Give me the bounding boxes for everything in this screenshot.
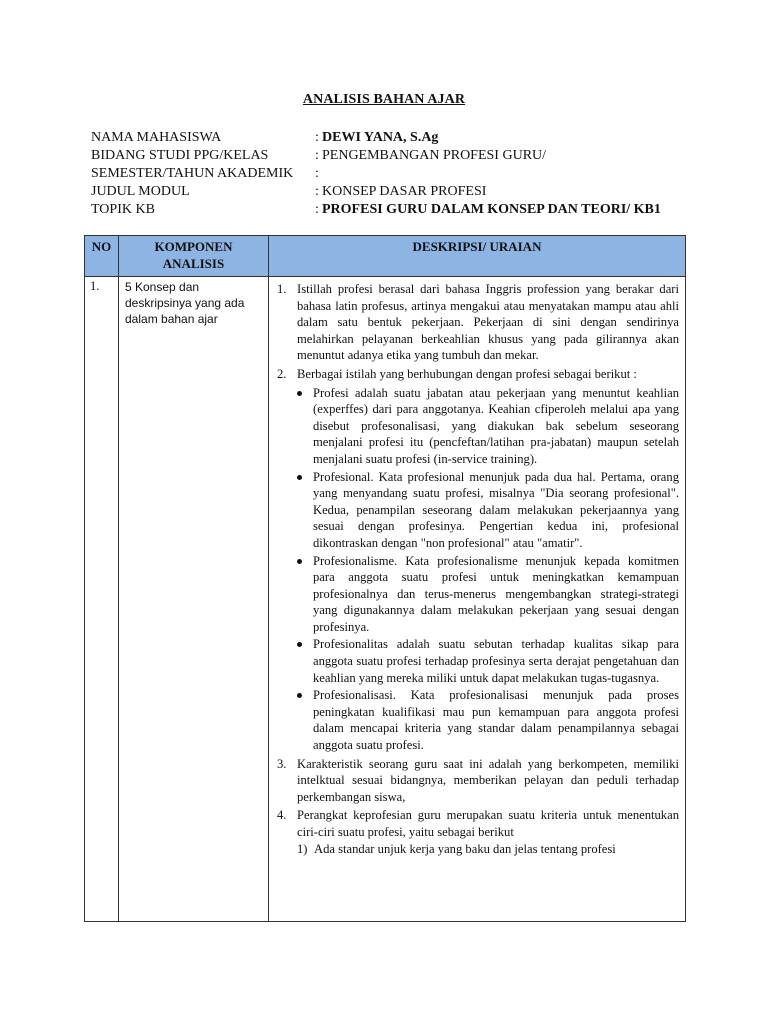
analysis-table <box>84 235 686 922</box>
meta-value: KONSEP DASAR PROFESI <box>322 184 487 199</box>
meta-row-topik-kb <box>91 201 691 219</box>
header-description: DESKRIPSI/ URAIAN <box>269 236 686 277</box>
bullet-dot-icon <box>297 391 302 396</box>
item-text: Istillah profesi berasal dari bahasa Inggris profession yang berakar dari bahasa latin profesus, artinya mengakui atau menyatakan mampu atau ahli dalam satu bentuk pekerjaan. Pekerjaan di sini dengan sendirinya melahirkan pelayanan berkeahlian khusus yang pada gilirannya akan menuntut adanya etika yang tumbuh dan mekar. <box>297 282 679 363</box>
component-cell: 5 Konsep dan deskripsinya yang ada dalam bahan ajar <box>119 277 269 922</box>
header-no: NO <box>85 236 119 277</box>
meta-label: BIDANG STUDI PPG/KELAS <box>91 148 269 163</box>
meta-label: NAMA MAHASISWA <box>91 130 222 145</box>
table-header-row <box>85 236 686 277</box>
bullet-item <box>273 385 679 468</box>
sub-item-text: Ada standar unjuk kerja yang baku dan jelas tentang profesi <box>314 841 616 856</box>
numbered-item <box>273 807 679 840</box>
meta-row-judul-modul <box>91 183 691 201</box>
header-component: KOMPONEN ANALISIS <box>119 236 269 277</box>
bullet-dot-icon <box>297 693 302 698</box>
sub-item-number: 1) <box>297 841 308 856</box>
item-text: Perangkat keprofesian guru merupakan suatu kriteria untuk menentukan ciri-ciri suatu profesi, yaitu sebagai berikut <box>297 808 679 839</box>
bullet-item <box>273 469 679 552</box>
meta-label: JUDUL MODUL <box>91 184 190 199</box>
table-row <box>85 277 686 922</box>
bullet-dot-icon <box>297 475 302 480</box>
meta-colon: : <box>315 130 319 145</box>
meta-label: SEMESTER/TAHUN AKADEMIK <box>91 166 294 181</box>
meta-value: DEWI YANA, S.Ag <box>322 130 439 145</box>
bullet-item <box>273 636 679 686</box>
sub-numbered-item <box>273 841 679 858</box>
bullet-dot-icon <box>297 559 302 564</box>
bullet-item <box>273 553 679 636</box>
item-number: 3. <box>277 756 287 771</box>
bullet-text: Profesional. Kata profesional menunjuk pada dua hal. Pertama, orang yang menyandang suatu profesi, misalnya "Dia seorang profesional". Kedua, penampilan seseorang dalam melakukan pekerjaannya yang sesuai dengan profesinya. Pengertian kedua ini, profesional dikontraskan dengan "non profesional" atau "amatir". <box>313 469 679 550</box>
bullet-dot-icon <box>297 642 302 647</box>
numbered-item <box>273 281 679 364</box>
meta-value: PENGEMBANGAN PROFESI GURU/ <box>322 148 547 163</box>
meta-row-nama <box>91 129 691 147</box>
bullet-text: Profesi adalah suatu jabatan atau pekerjaan yang menuntut keahlian (experffes) dari para anggotanya. Keahian cfiperoleh melalui apa yang disebut profesonalisasi, yang diakukan bak sebelum seseorang menjalani profesi itu (pencfeftan/latihan pra-jabatan) maupun setelah menjalani suatu profesi (in-service training). <box>313 385 679 466</box>
bullet-text: Profesionalisasi. Kata profesionalisasi menunjuk pada proses peningkatan kualifikasi mau pun kemampuan para anggota profesi dalam mencapai kriteria yang standar dalam penampilannya sebagai anggota suatu profesi. <box>313 688 679 753</box>
item-number: 4. <box>277 808 287 823</box>
meta-colon: : <box>315 166 319 181</box>
item-text: Karakteristik seorang guru saat ini adalah yang berkompeten, memiliki intelktual sesuai bidangnya, memberikan pelayan dan peduli terhadap perkembangan siswa, <box>297 756 679 804</box>
meta-colon: : <box>315 148 319 163</box>
item-text: Berbagai istilah yang berhubungan dengan profesi sebagai berikut : <box>297 366 637 381</box>
row-number: 1. <box>85 277 119 922</box>
meta-row-bidang-studi <box>91 147 691 165</box>
meta-label: TOPIK KB <box>91 202 155 217</box>
numbered-item <box>273 756 679 806</box>
bullet-list <box>273 385 679 754</box>
bullet-item <box>273 687 679 753</box>
student-info-block <box>91 129 691 219</box>
item-number: 1. <box>277 282 287 296</box>
bullet-text: Profesionalisme. Kata profesionalisme menunjuk kepada komitmen para anggota suatu profesi untuk meningkatkan kemampuan profesionalnya dan terus-menerus mengembangkan strategi-strategi yang digunakannya dalam melakukan pekerjaan yang sesuai dengan profesinya. <box>313 553 679 634</box>
meta-colon: : <box>315 184 319 199</box>
description-content <box>273 281 679 857</box>
meta-row-semester <box>91 165 691 183</box>
numbered-item <box>273 366 679 383</box>
document-title: ANALISIS BAHAN AJAR <box>302 92 466 107</box>
description-cell <box>269 277 686 922</box>
meta-colon: : <box>315 202 319 217</box>
bullet-text: Profesionalitas adalah suatu sebutan terhadap kualitas sikap para anggota suatu profesi terhadap profesinya serta derajat pengetahuan dan keahlian yang mereka miliki untuk dapat melakukan tugas-tugasnya. <box>313 637 679 685</box>
item-number: 2. <box>277 366 287 381</box>
meta-value: PROFESI GURU DALAM KONSEP DAN TEORI/ KB1 <box>322 202 661 217</box>
